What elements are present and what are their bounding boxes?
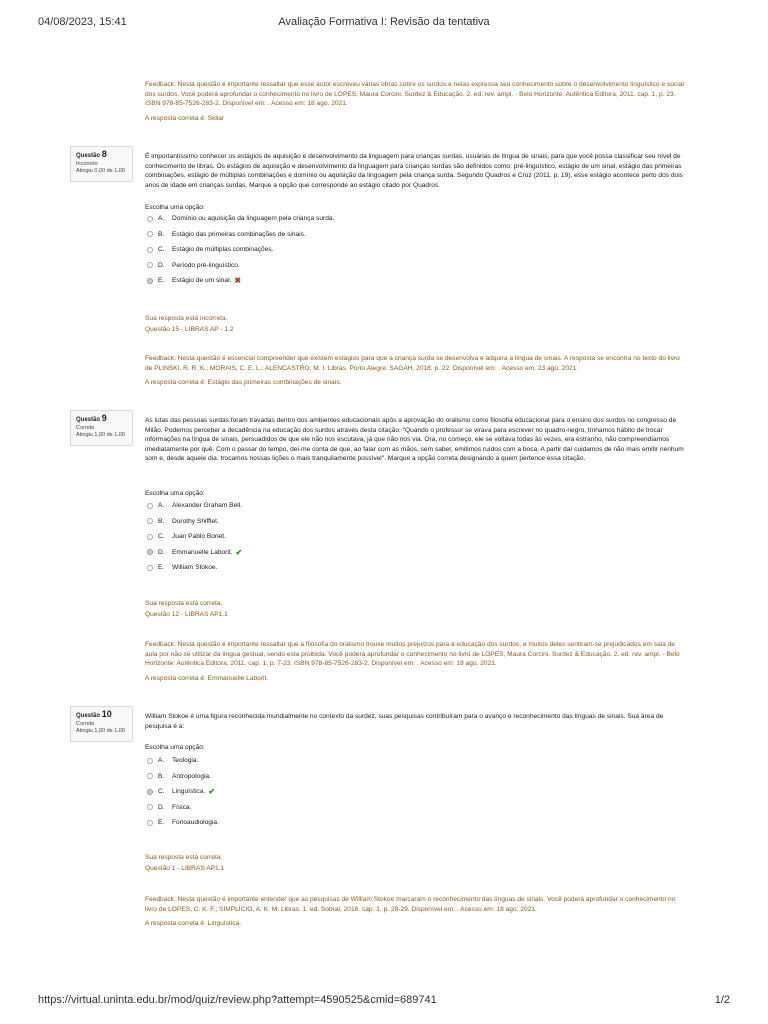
question-text: As lutas das pessoas surdas foram travadas dentro dos ambientes educacionais após a aprovação do oralismo como filosofia educacional para o ensino dos surdos no congresso de Milão. Podemos perceber a decadência na educação dos surdos através desta citação: "Quando o professor se virava para escrever no quadro-negro, tínhamos hábito de trocar informações na língua de sinais, persuadidos de que ele não nos escutava, já que não nos via. Ora, no começo, ele se voltava todas às vezes, era estranho, não compreendíamos imediatamente por quê. Com o passar do tempo, dei-me conta de que, ao falar com as mãos, sem saber, emitimos ruídos com a boca. A partir daí cuidamos de não mais emitir nenhum som e, desde aquele dia, trocamos nossas lições o mais tranquilamente possível". Marque a opção correta designando a quem pertence essa citação. xyxy=(145,417,684,463)
correct-answer-text: A resposta correta é: Skliar xyxy=(145,114,225,122)
question-number: Questão 9 xyxy=(76,413,107,423)
radio-button[interactable] xyxy=(147,534,153,540)
feedback-text: Feedback: Nesta questão é importante entender que as pesquisas de William Stokoe marcaram o reconhecimento das línguas de sinais. Você poderá aprofundar o conhecimento no livro de LOPES, C. K. F.; SIMPLÍCIO, A. K. M. Libras. 1. ed. Sobral, 2016. cap. 1, p. 28-29. Disponível em: . Acesso em: 18 ago. 2021. xyxy=(145,896,676,913)
radio-button[interactable] xyxy=(147,231,153,237)
page-url: https://virtual.uninta.edu.br/mod/quiz/review.php?attempt=4590525&cmid=689741 xyxy=(38,994,437,1006)
print-datetime: 04/08/2023, 15:41 xyxy=(38,16,127,28)
question-text: William Stokoe é uma figura reconhecida mundialmente no contexto da surdez, suas pesquisas contribuíram para o avanço e reconhecimento das línguas de sinais. Sua área de pesquisa é a: xyxy=(145,713,664,730)
option-c[interactable]: C. Juan Pablo Bonet. xyxy=(147,529,242,545)
radio-button-selected[interactable] xyxy=(147,789,153,795)
feedback-text: Feedback: Nesta questão é importante ressaltar que esse autor escreveu várias obras sobre os surdos e nelas expressa seu conhecimento sobre o desenvolvimento linguístico e social dos surdos. Você poderá aprofundar o conhecimento no livro de LOPES, Maura Corcini. Surdez & Educação. 2. ed. rev. ampl. - Belo Horizonte: Autêntica Editora, 2011. cap. 1, p. 23. ISBN 978-85-7526-283-2. Disponível em: . Acesso em: 18 ago. 2021. xyxy=(145,81,684,108)
radio-button[interactable] xyxy=(147,820,153,826)
radio-button[interactable] xyxy=(147,758,153,764)
choose-option-label: Escolha uma opção: xyxy=(145,490,205,497)
question-number: Questão 8 xyxy=(76,149,107,159)
option-e[interactable]: E. Estágio de um sinal. ✖ xyxy=(147,273,334,289)
question-info-box xyxy=(70,146,133,182)
result-text: Sua resposta está incorreta. xyxy=(145,315,228,322)
question-state: Correto xyxy=(76,720,95,727)
check-icon: ✔ xyxy=(235,547,243,557)
radio-button[interactable] xyxy=(147,565,153,571)
question-source: Questão 1 - LIBRAS AP1.1 xyxy=(145,865,225,872)
option-d[interactable]: D. Período pré-linguístico. xyxy=(147,258,334,274)
page-number: 1/2 xyxy=(714,994,730,1006)
option-c[interactable]: C. Linguística. ✔ xyxy=(147,784,219,800)
question-number: Questão 10 xyxy=(76,709,112,719)
radio-button[interactable] xyxy=(147,216,153,222)
question-source: Questão 15 - LIBRAS AP - 1.2 xyxy=(145,326,234,333)
option-b[interactable]: B. Dorothy Shifflet. xyxy=(147,514,242,530)
feedback-text: Feedback: Nesta questão é essencial compreender que existem estágios para que a criança surda se desenvolva e adquira a língua de sinais. A resposta se encontra no texto do livro de PLINSKI, R. R. K.; MORAIS, C. E. L.; ALENCASTRO, M. I. Libras. Porto Alegre: SAGAH, 2018, p. 22. Disponível em: . Acesso em: 23 ago. 2021. xyxy=(145,355,680,372)
option-e[interactable]: E. Fonoaudiologia. xyxy=(147,815,219,831)
options-list xyxy=(147,211,334,289)
question-score: Atingiu 0,00 de 1,00 xyxy=(76,168,125,174)
radio-button[interactable] xyxy=(147,262,153,268)
correct-answer-text: A resposta correta é: Estágio das primeiras combinações de sinais. xyxy=(145,379,342,387)
option-a[interactable]: A. Alexander Graham Bell. xyxy=(147,498,242,514)
page-title: Avaliação Formativa I: Revisão da tentativa xyxy=(278,16,490,28)
result-block xyxy=(145,313,234,335)
radio-button[interactable] xyxy=(147,773,153,779)
radio-button-selected[interactable] xyxy=(147,278,153,284)
result-text: Sua resposta está correta. xyxy=(145,600,223,607)
radio-button[interactable] xyxy=(147,503,153,509)
question-feedback xyxy=(145,895,685,934)
option-e[interactable]: E. William Stokoe. xyxy=(147,560,242,576)
option-a[interactable]: A. Teologia. xyxy=(147,753,219,769)
option-c[interactable]: C. Estágio de múltiplas combinações. xyxy=(147,242,334,258)
print-header xyxy=(38,16,730,30)
result-block xyxy=(145,852,224,874)
radio-button[interactable] xyxy=(147,804,153,810)
question-info-box xyxy=(70,706,133,742)
question-state: Incorreto xyxy=(76,160,98,167)
question-score: Atingiu 1,00 de 1,00 xyxy=(76,728,125,734)
option-a[interactable]: A. Domínio ou aquisição da linguagem pela criança surda. xyxy=(147,211,334,227)
radio-button[interactable] xyxy=(147,247,153,253)
question-info-box xyxy=(70,410,133,446)
print-footer xyxy=(38,994,730,1008)
correct-answer-text: A resposta correta é: Linguística. xyxy=(145,920,242,928)
option-d[interactable]: D. Física. xyxy=(147,800,219,816)
options-list xyxy=(147,498,242,576)
question-state: Correto xyxy=(76,424,95,431)
choose-option-label: Escolha uma opção: xyxy=(145,744,205,751)
top-feedback xyxy=(145,80,685,128)
question-feedback xyxy=(145,354,685,393)
choose-option-label: Escolha uma opção: xyxy=(145,204,205,211)
option-d[interactable]: D. Emmanuelle Laborit. ✔ xyxy=(147,545,242,561)
question-feedback xyxy=(145,640,685,688)
incorrect-icon: ✖ xyxy=(234,276,242,286)
result-text: Sua resposta está correta. xyxy=(145,854,223,861)
result-block xyxy=(145,598,228,620)
feedback-text: Feedback: Nesta questão é importante ressaltar que a filosofia do oralismo trouxe muitos prejuízos para a educação dos surdos, e muitos deles sentiram-se prejudicados em sala de aula por não se utilizar da língua gestual, sendo esta proibida. Você poderá aprofundar o conhecimento no livro de LOPES, Maura Corcini. Surdez & Educação. 2. ed. rev. ampl. - Belo Horizonte: Autêntica Editora, 2011. cap. 1, p. 7-23. ISBN 978-85-7526-283-2. Disponível em: . Acesso em: 18 ago. 2021. xyxy=(145,641,680,668)
question-text: É importantíssimo conhecer os estágios de aquisição e desenvolvimento da linguagem para crianças surdas, usuárias de língua de sinais, para que você possa classificar seu nível de conhecimento de libras. Os estágios de aquisição e desenvolvimento da linguagem para crianças surdas são definidos como: pré-linguístico, estágio de um sinal, estágio das primeiras combinações, estágio de múltiplas combinações e domínio ou aquisição da linguagem pela criança surda. Segundo Quadros e Cruz (2011, p. 19), esse estágio acontece perto dos dois anos de idade em crianças surdas. Marque a opção que corresponde ao estágio citado por Quadros. xyxy=(145,153,683,189)
radio-button-selected[interactable] xyxy=(147,549,153,555)
question-source: Questão 12 - LIBRAS AP1.1 xyxy=(145,611,228,618)
radio-button[interactable] xyxy=(147,518,153,524)
option-b[interactable]: B. Estágio das primeiras combinações de sinais. xyxy=(147,227,334,243)
correct-answer-text: A resposta correta é: Emmanuelle Laborit. xyxy=(145,674,269,682)
check-icon: ✔ xyxy=(208,787,216,797)
question-score: Atingiu 1,00 de 1,00 xyxy=(76,432,125,438)
options-list xyxy=(147,753,219,831)
option-b[interactable]: B. Antropologia. xyxy=(147,769,219,785)
